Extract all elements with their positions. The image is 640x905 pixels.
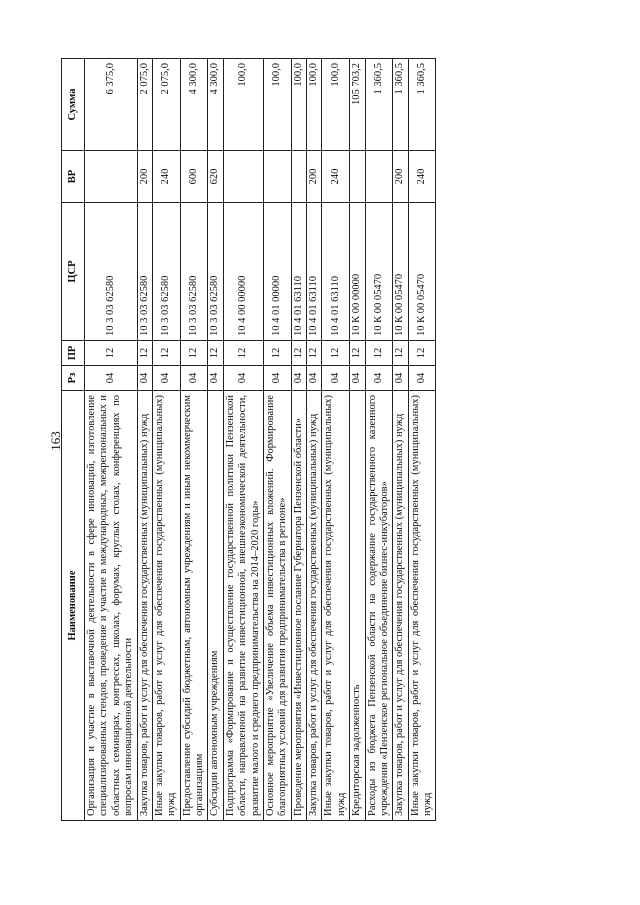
table-body xyxy=(85,59,436,821)
table-row xyxy=(350,59,365,821)
row-rz: 04 xyxy=(180,366,208,391)
row-vr: 240 xyxy=(152,151,180,203)
row-sum: 100,0 xyxy=(291,59,306,151)
row-pr: 12 xyxy=(322,341,350,366)
row-pr: 12 xyxy=(137,341,152,366)
table-row xyxy=(263,59,291,821)
row-vr: 200 xyxy=(393,151,408,203)
row-name: Кредиторская задолженность xyxy=(350,391,365,821)
row-csr: 10 К 00 05470 xyxy=(393,203,408,341)
row-pr: 12 xyxy=(307,341,322,366)
row-sum: 1 360,5 xyxy=(408,59,436,151)
row-sum: 4 300,0 xyxy=(208,59,223,151)
row-vr: 600 xyxy=(180,151,208,203)
row-sum: 105 703,2 xyxy=(350,59,365,151)
header-csr: ЦСР xyxy=(62,203,85,341)
row-vr xyxy=(85,151,138,203)
table-row xyxy=(180,59,208,821)
row-name: Проведение мероприятия «Инвестиционное послание Губернатора Пензенской области» xyxy=(291,391,306,821)
row-csr: 10 К 00 05470 xyxy=(365,203,393,341)
row-name: Субсидии автономным учреждениям xyxy=(208,391,223,821)
row-sum: 2 075,0 xyxy=(137,59,152,151)
row-vr xyxy=(291,151,306,203)
row-csr: 10 3 03 62580 xyxy=(85,203,138,341)
row-rz: 04 xyxy=(152,366,180,391)
header-row xyxy=(62,59,85,821)
header-sum: Сумма xyxy=(62,59,85,151)
row-vr xyxy=(350,151,365,203)
row-vr xyxy=(365,151,393,203)
row-name: Закупка товаров, работ и услуг для обеспечения государственных (муниципальных) нужд xyxy=(137,391,152,821)
row-rz: 04 xyxy=(85,366,138,391)
row-name: Иные закупки товаров, работ и услуг для обеспечения государственных (муниципальных) нужд xyxy=(322,391,350,821)
row-sum: 100,0 xyxy=(322,59,350,151)
row-pr: 12 xyxy=(291,341,306,366)
row-name: Основное мероприятие «Увеличение объема инвестиционных вложений. Формирование благоприятных условий для развития предпринимательства в регионе» xyxy=(263,391,291,821)
row-rz: 04 xyxy=(137,366,152,391)
row-rz: 04 xyxy=(307,366,322,391)
table-row xyxy=(137,59,152,821)
row-rz: 04 xyxy=(291,366,306,391)
row-vr: 240 xyxy=(408,151,436,203)
row-vr xyxy=(223,151,263,203)
table-row xyxy=(393,59,408,821)
row-name: Иные закупки товаров, работ и услуг для обеспечения государственных (муниципальных) нужд xyxy=(152,391,180,821)
row-pr: 12 xyxy=(365,341,393,366)
table-row xyxy=(365,59,393,821)
row-csr: 10 4 00 00000 xyxy=(223,203,263,341)
row-csr: 10 3 03 62580 xyxy=(180,203,208,341)
row-rz: 04 xyxy=(365,366,393,391)
row-vr: 200 xyxy=(137,151,152,203)
header-vr: ВР xyxy=(62,151,85,203)
header-pr: ПР xyxy=(62,341,85,366)
row-rz: 04 xyxy=(393,366,408,391)
table-row xyxy=(152,59,180,821)
budget-table xyxy=(61,58,436,821)
row-rz: 04 xyxy=(408,366,436,391)
header-rz: Рз xyxy=(62,366,85,391)
row-rz: 04 xyxy=(322,366,350,391)
row-pr: 12 xyxy=(393,341,408,366)
row-vr: 240 xyxy=(322,151,350,203)
table-row xyxy=(322,59,350,821)
header-name: Наименование xyxy=(62,391,85,821)
row-csr: 10 3 03 62580 xyxy=(208,203,223,341)
row-vr: 200 xyxy=(307,151,322,203)
row-name: Иные закупки товаров, работ и услуг для обеспечения государственных (муниципальных) нужд xyxy=(408,391,436,821)
row-pr: 12 xyxy=(263,341,291,366)
row-sum: 100,0 xyxy=(263,59,291,151)
row-rz: 04 xyxy=(263,366,291,391)
table-row xyxy=(208,59,223,821)
row-vr xyxy=(263,151,291,203)
row-rz: 04 xyxy=(350,366,365,391)
row-sum: 2 075,0 xyxy=(152,59,180,151)
row-pr: 12 xyxy=(85,341,138,366)
row-name: Организация и участие в выставочной деятельности в сфере инноваций, изготовление специализированных стендов, проведение и участие в международных, межрегиональных и областных семинарах, конгрессах, школах, форумах, круглых столах, конференциях по вопросам инновационной деятельности xyxy=(85,391,138,821)
row-sum: 6 375,0 xyxy=(85,59,138,151)
row-csr: 10 3 03 62580 xyxy=(152,203,180,341)
table-row xyxy=(85,59,138,821)
row-sum: 100,0 xyxy=(307,59,322,151)
row-name: Расходы из бюджета Пензенской области на содержание государственного казенного учреждения «Пензенское региональное объединение бизнес-инкубаторов» xyxy=(365,391,393,821)
row-csr: 10 4 01 63110 xyxy=(291,203,306,341)
row-name: Подпрограмма «Формирование и осуществление государственной политики Пензенской области, направленной на развитие инвестиционной, внешнеэкономической деятельности, развитие малого и среднего предпринимательства на 2014–2020 годы» xyxy=(223,391,263,821)
table-row xyxy=(307,59,322,821)
row-name: Закупка товаров, работ и услуг для обеспечения государственных (муниципальных) нужд xyxy=(307,391,322,821)
row-pr: 12 xyxy=(223,341,263,366)
row-rz: 04 xyxy=(223,366,263,391)
row-sum: 1 360,5 xyxy=(393,59,408,151)
row-csr: 10 3 03 62580 xyxy=(137,203,152,341)
table-row xyxy=(291,59,306,821)
row-sum: 4 300,0 xyxy=(180,59,208,151)
row-csr: 10 4 01 63110 xyxy=(307,203,322,341)
table-row xyxy=(223,59,263,821)
table-row xyxy=(408,59,436,821)
row-rz: 04 xyxy=(208,366,223,391)
row-csr: 10 4 01 63110 xyxy=(322,203,350,341)
row-sum: 1 360,5 xyxy=(365,59,393,151)
row-name: Закупка товаров, работ и услуг для обеспечения государственных (муниципальных) нужд xyxy=(393,391,408,821)
row-name: Предоставление субсидий бюджетным, автономным учреждениям и иным некоммерческим организациям xyxy=(180,391,208,821)
row-csr: 10 4 01 00000 xyxy=(263,203,291,341)
page-number: 163 xyxy=(48,431,63,451)
row-pr: 12 xyxy=(350,341,365,366)
row-vr: 620 xyxy=(208,151,223,203)
row-csr: 10 К 00 00000 xyxy=(350,203,365,341)
row-sum: 100,0 xyxy=(223,59,263,151)
row-pr: 12 xyxy=(408,341,436,366)
row-pr: 12 xyxy=(152,341,180,366)
row-pr: 12 xyxy=(208,341,223,366)
row-pr: 12 xyxy=(180,341,208,366)
row-csr: 10 К 00 05470 xyxy=(408,203,436,341)
